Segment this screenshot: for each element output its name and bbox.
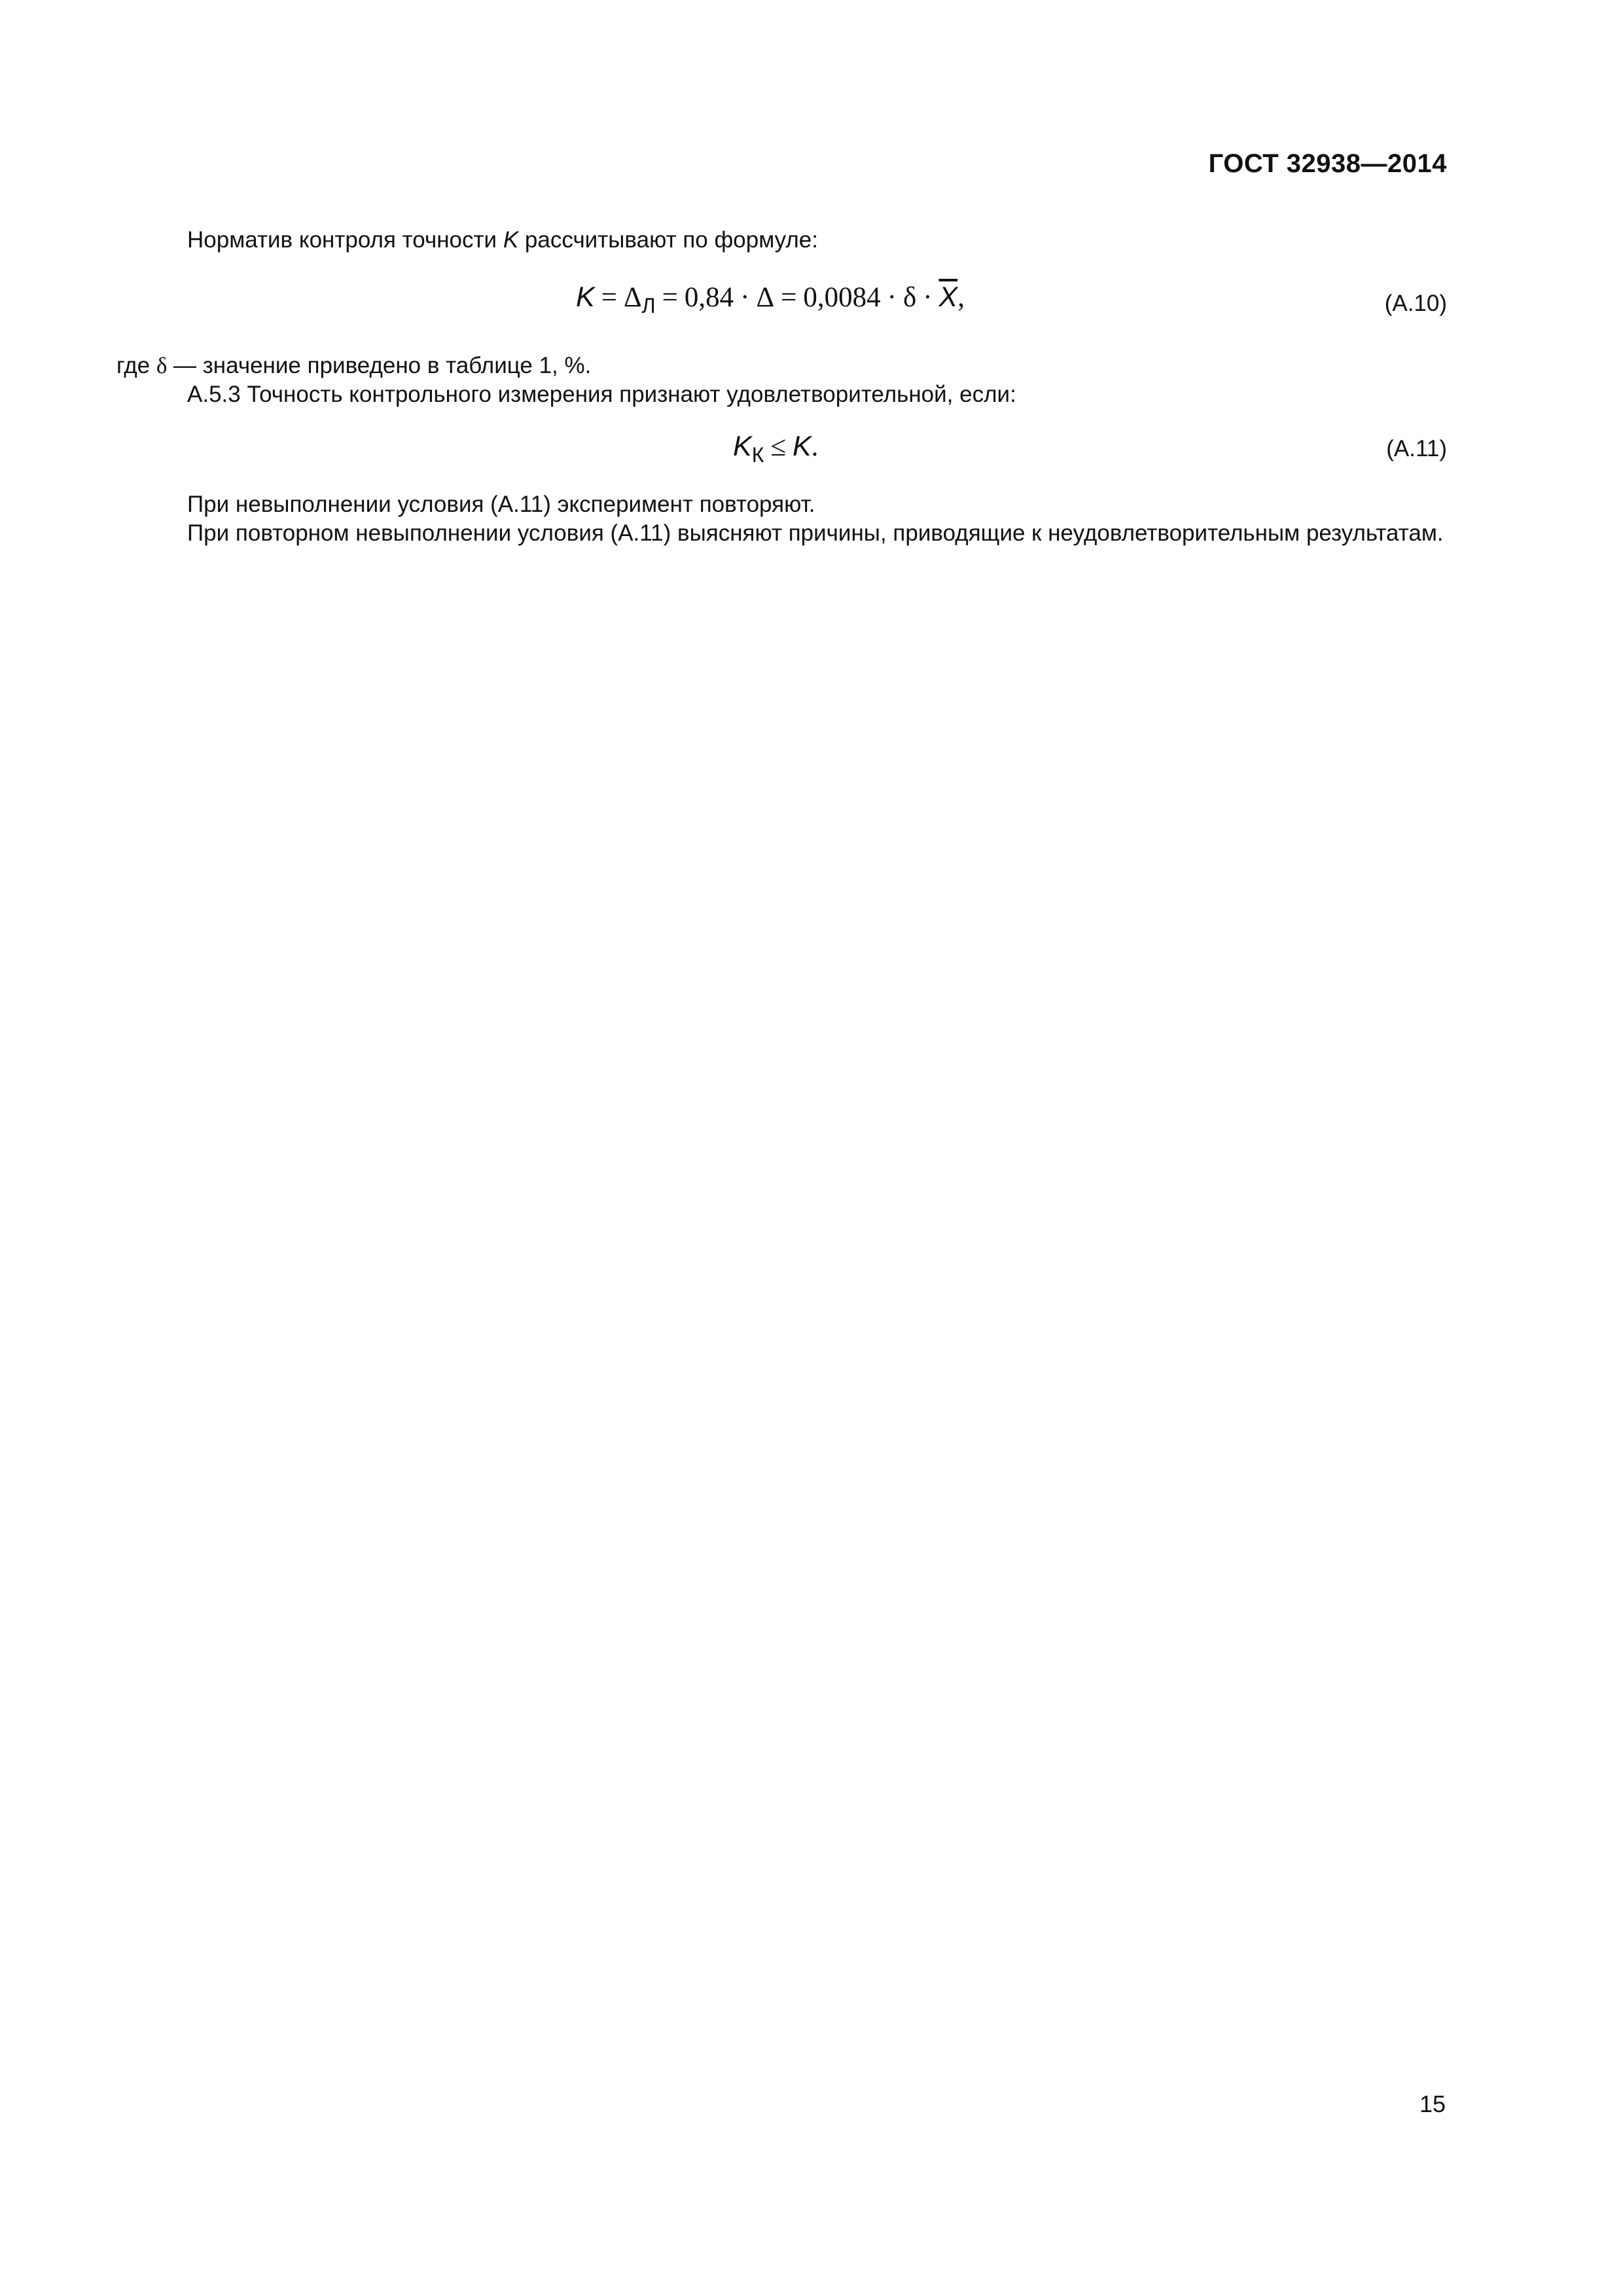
formula-comma: ,	[957, 282, 965, 313]
formula-symbol-k: K	[792, 431, 812, 462]
formula-dot: ·	[923, 282, 933, 313]
paragraph-where	[116, 351, 1447, 380]
paragraph-text: рассчитывают по формуле:	[518, 227, 818, 253]
equation-number-a11: (А.11)	[1386, 436, 1447, 461]
equation-number-a10: (А.10)	[1384, 291, 1447, 316]
formula-coefficient: 0,84	[684, 282, 734, 313]
formula-leq: ≤	[770, 431, 786, 462]
formula-equals: =	[781, 282, 797, 313]
formula-k-subscript: К	[751, 443, 764, 467]
formula-delta: Δ	[756, 282, 775, 313]
standard-designation: ГОСТ 32938—2014	[1208, 149, 1447, 178]
formula-equals: =	[601, 282, 617, 313]
symbol-delta: δ	[156, 353, 168, 378]
formula-period: .	[811, 431, 819, 462]
symbol-k: K	[503, 227, 519, 253]
formula-dot: ·	[740, 282, 750, 313]
paragraph-repeat: При невыполнении условия (А.11) эксперимент повторяют.	[187, 492, 815, 517]
clause-a-5-3: А.5.3 Точность контрольного измерения признают удовлетворительной, если:	[187, 382, 1016, 407]
formula-coefficient: 0,0084	[803, 282, 881, 313]
formula-a11	[733, 431, 819, 467]
formula-mean-x: $\overline{X}$	[938, 281, 958, 313]
formula-symbol-k: K	[733, 431, 752, 462]
formula-symbol-k: K	[576, 281, 595, 313]
formula-small-delta: δ	[902, 282, 917, 313]
formula-delta-subscript: Л	[641, 294, 656, 317]
formula-a10	[576, 281, 965, 317]
page-number: 15	[1419, 2090, 1446, 2117]
formula-equals: =	[662, 282, 678, 313]
paragraph-text: Норматив контроля точности	[187, 227, 503, 253]
paragraph-accuracy-norm	[116, 226, 1518, 255]
paragraph-text: где	[116, 353, 156, 378]
paragraph-repeat-failure: При повторном невыполнении условия (А.11) выясняют причины, приводящие к неудовлетворительным результатам.	[187, 520, 1444, 546]
formula-dot: ·	[887, 282, 897, 313]
formula-delta: Δ	[623, 282, 642, 313]
paragraph-text: — значение приведено в таблице 1, %.	[167, 353, 592, 378]
